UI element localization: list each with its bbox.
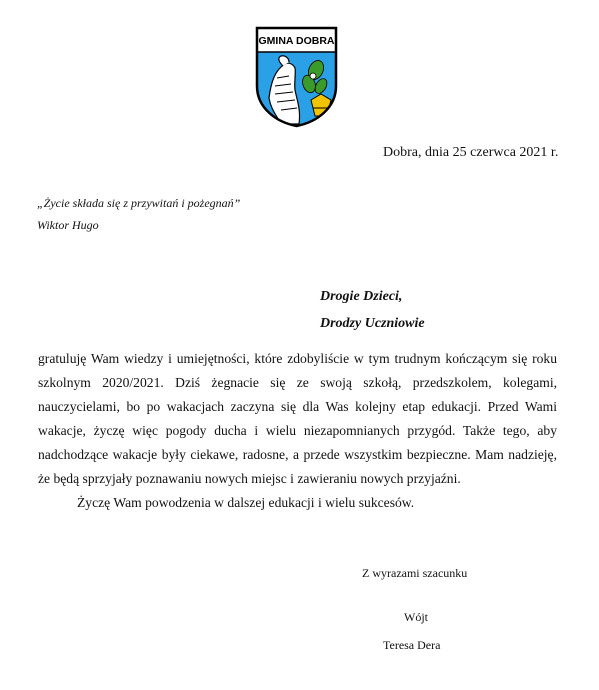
letter-body xyxy=(38,347,557,515)
epigraph-author: Wiktor Hugo xyxy=(37,218,99,232)
signer-title: Wójt xyxy=(404,610,428,624)
closing-phrase: Z wyrazami szacunku xyxy=(362,566,468,580)
letter-date: Dobra, dnia 25 czerwca 2021 r. xyxy=(383,145,559,160)
salutation-line-2: Drodzy Uczniowie xyxy=(320,316,425,331)
crest-banner-text: GMINA DOBRA xyxy=(258,35,335,47)
signer-name: Teresa Dera xyxy=(383,638,441,652)
epigraph-quote: „Życie składa się z przywitań i pożegnań” xyxy=(37,196,241,210)
epigraph xyxy=(37,192,240,236)
salutation xyxy=(320,283,425,337)
body-paragraph-2: Życzę Wam powodzenia w dalszej edukacji i wielu sukcesów. xyxy=(77,495,415,510)
body-paragraph-1: gratuluję Wam wiedzy i umiejętności, które zdobyliście w tym trudnym kończącym się roku szkolnym 2020/2021. Dziś żegnacie się ze swoją szkołą, przedszkolem, kolegami, nauczycielami, bo po wakacjach zaczyna się dla Was kolejny etap edukacji. Przed Wami wakacje, życzę więc pogody ducha i wielu niezapomnianych przygód. Także tego, aby nadchodzące wakacje były ciekawe, radosne, a przede wszystkim bezpieczne. Mam nadzieję, że będą sprzyjały poznawaniu nowych miejsc i zawieraniu nowych przyjaźni. xyxy=(38,351,557,486)
coat-of-arms-logo xyxy=(255,26,338,128)
salutation-line-1: Drogie Dzieci, xyxy=(320,289,403,304)
